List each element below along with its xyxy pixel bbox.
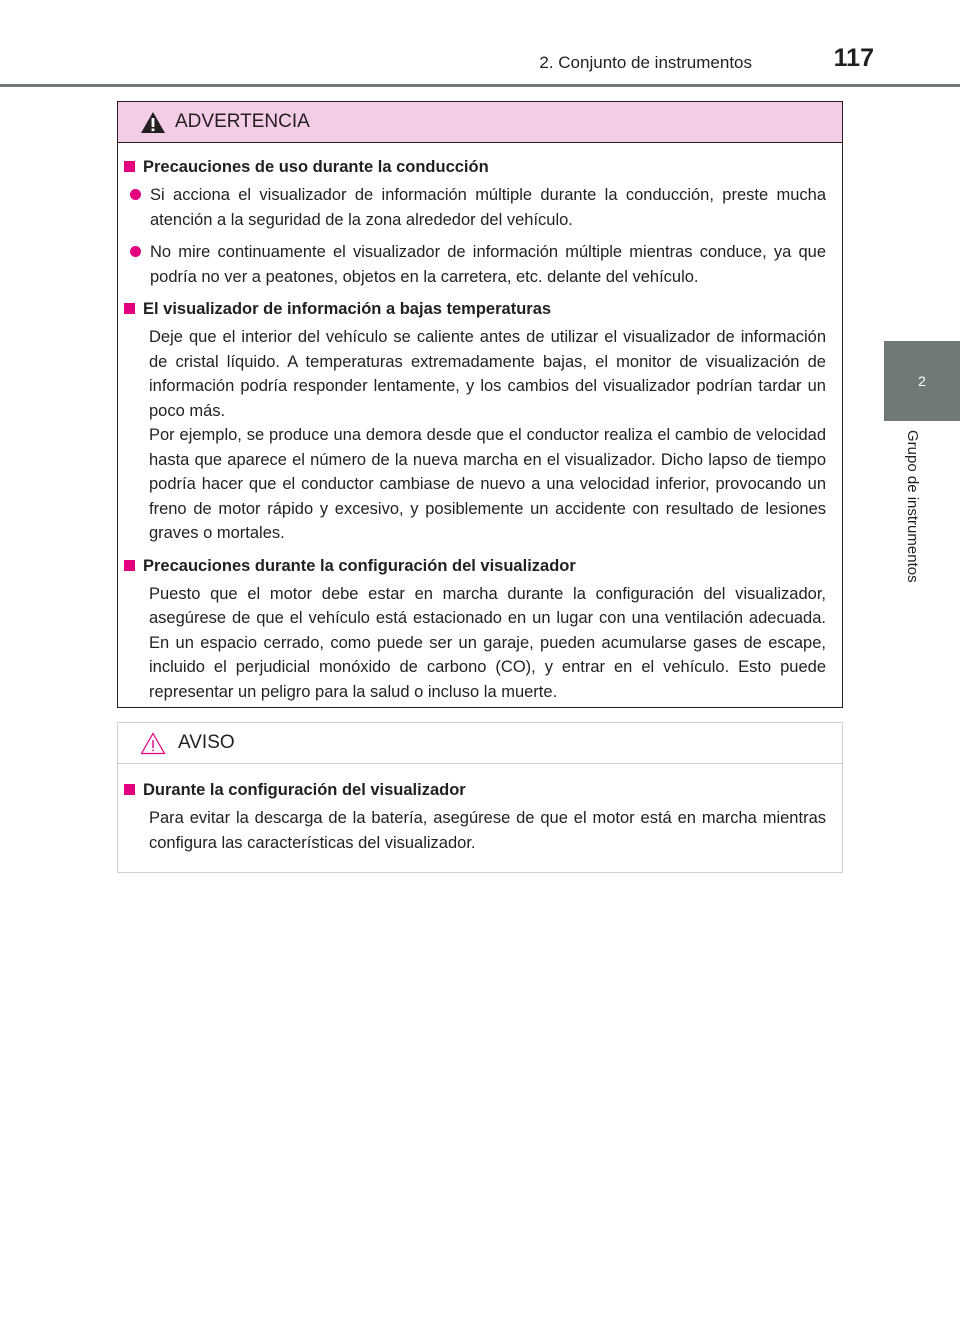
square-bullet-icon: [124, 784, 135, 795]
paragraph: Por ejemplo, se produce una demora desde que el conductor realiza el cambio de velocidad hasta que aparece el número de la nueva marcha en el visualizador. Dicho lapso de tiempo podría hacer que el conductor cambiase de nuevo a una velocidad inferior, provocando un freno de motor rápido y excesivo, y posiblemente un accidente con resultado de lesiones graves o mortales.: [149, 426, 826, 542]
section-heading: Precauciones durante la configuración del visualizador: [124, 554, 826, 578]
header-divider: [0, 84, 960, 87]
warning-header: [118, 102, 842, 143]
warning-icon: [140, 111, 166, 134]
chapter-title: Grupo de instrumentos: [904, 430, 921, 583]
square-bullet-icon: [124, 560, 135, 571]
warning-body: [118, 143, 842, 704]
paragraph: Para evitar la descarga de la batería, asegúrese de que el motor está en marcha mientras configura las características del visualizador.: [149, 809, 826, 852]
list-item: No mire continuamente el visualizador de información múltiple mientras conduce, ya que podría no ver a peatones, objetos en la carretera, etc. delante del vehículo.: [124, 240, 826, 289]
section-heading: Durante la configuración del visualizador: [124, 778, 826, 802]
section-title: 2. Conjunto de instrumentos: [539, 53, 752, 72]
page-number: 117: [833, 44, 874, 72]
warning-box: [117, 101, 843, 708]
list-item: Si acciona el visualizador de información múltiple durante la conducción, preste mucha atención a la seguridad de la zona alrededor del vehículo.: [124, 183, 826, 232]
square-bullet-icon: [124, 161, 135, 172]
notice-body: [118, 764, 842, 855]
section-heading: El visualizador de información a bajas temperaturas: [124, 297, 826, 321]
warning-label: ADVERTENCIA: [175, 111, 310, 132]
caution-outline-icon: [140, 732, 166, 755]
notice-label: AVISO: [178, 732, 235, 753]
notice-header: [118, 723, 842, 764]
round-bullet-icon: [130, 246, 141, 257]
paragraph: Puesto que el motor debe estar en marcha durante la configuración del visualizador, asegúrese de que el vehículo está estacionado en un lugar con una ventilación adecuada. En un espacio cerrado, como puede ser un garaje, pueden acumularse gases de escape, incluido el perjudicial monóxido de carbono (CO), y entrar en el vehículo. Esto puede representar un peligro para la salud o incluso la muerte.: [149, 584, 826, 701]
section-heading: Precauciones de uso durante la conducción: [124, 155, 826, 179]
chapter-number: 2: [918, 373, 926, 389]
notice-box: [117, 722, 843, 873]
round-bullet-icon: [130, 189, 141, 200]
paragraph: Deje que el interior del vehículo se caliente antes de utilizar el visualizador de información de cristal líquido. A temperaturas extremadamente bajas, el monitor de visualización de información podría responder lentamente, y los cambios del visualizador podrían tardar un poco más.: [149, 328, 826, 420]
square-bullet-icon: [124, 303, 135, 314]
chapter-tab: [884, 341, 960, 421]
